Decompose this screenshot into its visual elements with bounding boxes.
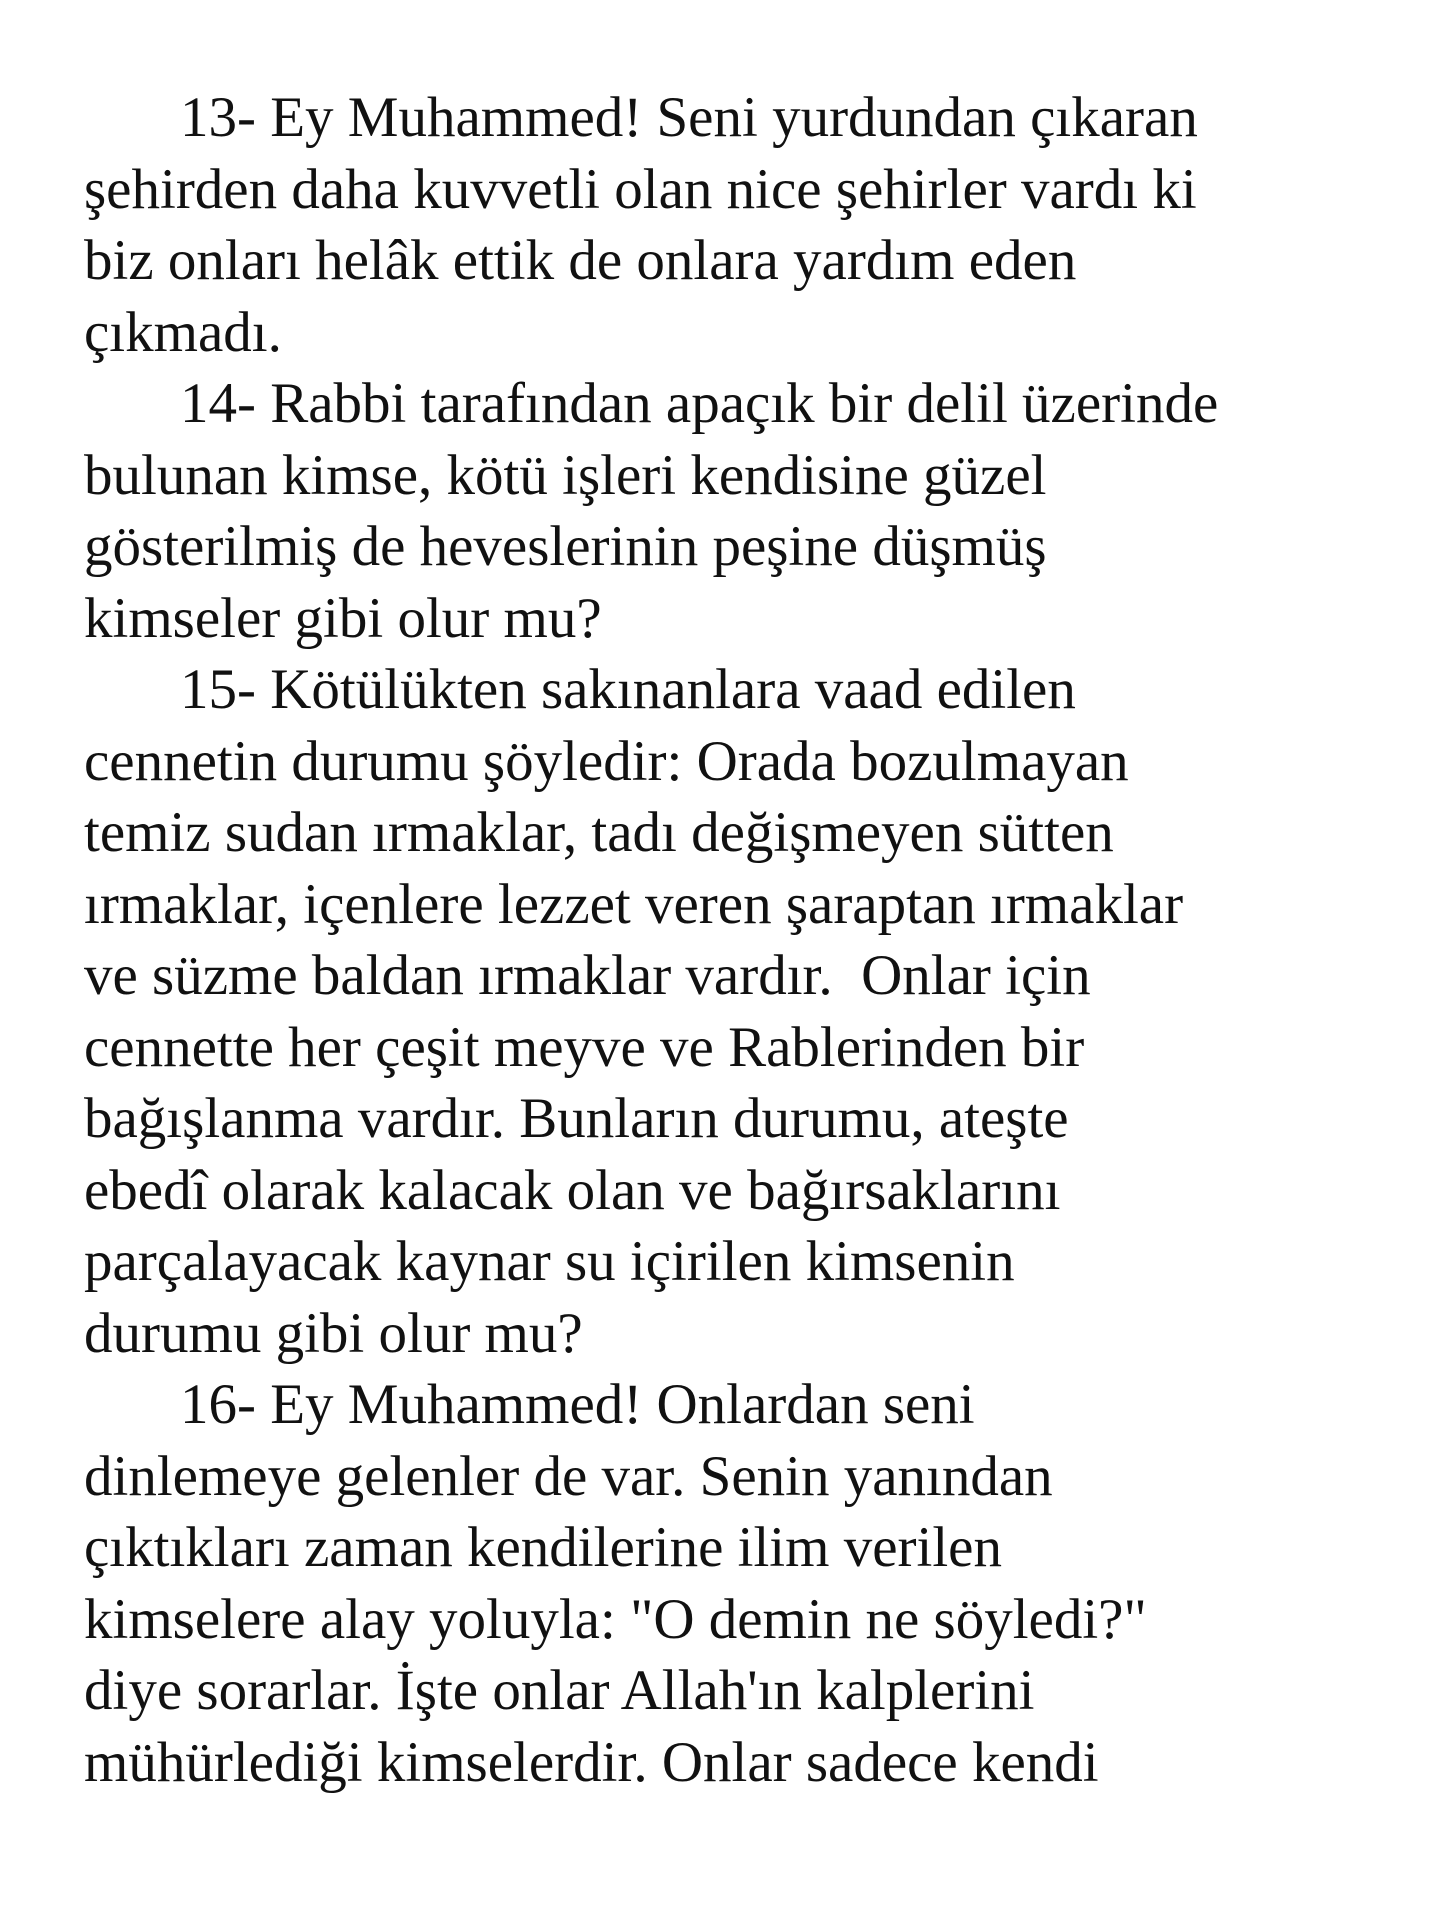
- verse-14-line-1: 14- Rabbi tarafından apaçık bir delil üzerinde: [180, 372, 1219, 435]
- verse-15-line-3: temiz sudan ırmaklar, tadı değişmeyen sütten: [84, 801, 1114, 864]
- verse-15-line-8: ebedî olarak kalacak olan ve bağırsaklarını: [84, 1158, 1061, 1222]
- verse-14-line-3: gösterilmiş de heveslerinin peşine düşmüş: [84, 515, 1047, 578]
- verse-15-line-6: cennette her çeşit meyve ve Rablerinden bir: [84, 1015, 1085, 1079]
- document-page: [84, 82, 1384, 1798]
- verse-14-line-4: kimseler gibi olur mu?: [84, 586, 602, 650]
- verse-13-line-2: şehirden daha kuvvetli olan nice şehirler vardı ki: [84, 157, 1197, 221]
- verse-15-line-5: ve süzme baldan ırmaklar vardır. Onlar için: [84, 944, 1091, 1007]
- verse-16-line-5: diye sorarlar. İşte onlar Allah'ın kalplerini: [84, 1659, 1035, 1722]
- verse-16-line-1: 16- Ey Muhammed! Onlardan seni: [180, 1373, 975, 1436]
- verse-15-line-9: parçalayacak kaynar su içirilen kimsenin: [84, 1230, 1015, 1293]
- verse-14-line-2: bulunan kimse, kötü işleri kendisine güzel: [84, 443, 1047, 507]
- verse-16-line-3: çıktıkları zaman kendilerine ilim verilen: [84, 1516, 1002, 1579]
- verse-15-line-10: durumu gibi olur mu?: [84, 1301, 583, 1365]
- verse-15-line-4: ırmaklar, içenlere lezzet veren şaraptan ırmaklar: [84, 872, 1184, 936]
- verse-13-line-4: çıkmadı.: [84, 300, 282, 364]
- verse-15-line-2: cennetin durumu şöyledir: Orada bozulmayan: [84, 729, 1129, 793]
- verse-13-line-3: biz onları helâk ettik de onlara yardım eden: [84, 229, 1077, 292]
- verse-15-line-1: 15- Kötülükten sakınanlara vaad edilen: [180, 658, 1076, 721]
- verse-13-line-1: 13- Ey Muhammed! Seni yurdundan çıkaran: [180, 86, 1198, 149]
- verse-16-line-6: mühürlediği kimselerdir. Onlar sadece kendi: [84, 1730, 1099, 1794]
- verse-16-line-4: kimselere alay yoluyla: "O demin ne söyledi?": [84, 1587, 1147, 1651]
- verse-15-line-7: bağışlanma vardır. Bunların durumu, ateşte: [84, 1087, 1069, 1150]
- verse-16-line-2: dinlemeye gelenler de var. Senin yanından: [84, 1444, 1053, 1508]
